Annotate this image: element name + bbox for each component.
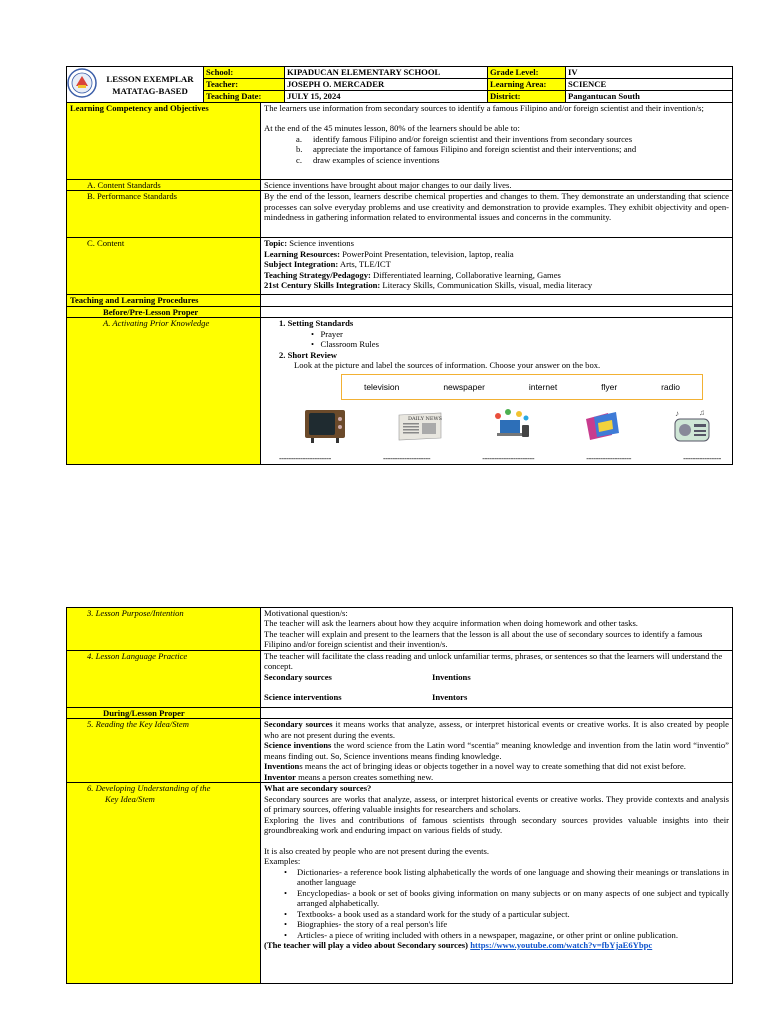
area-value: SCIENCE	[566, 79, 733, 91]
header-title-cell	[67, 67, 204, 103]
key-idea-item: Inventor means a person creates something new.	[264, 771, 434, 782]
list-item: • Classroom Rules	[311, 339, 379, 350]
teacher-label: Teacher:	[204, 79, 285, 91]
choice-newspaper: newspaper	[443, 381, 485, 392]
objective-item: c. draw examples of science inventions	[296, 154, 440, 165]
key-idea-item: Science inventions the word science from the Latin word “scentia” meaning knowledge and invention from the latin word “inventio” means finding out. So, Science inventions means finding knowledge.	[264, 740, 729, 761]
language-text: The teacher will facilitate the class reading and unlock unfamiliar terms, phrases, or sentences so that the learners will understand the concept.	[264, 650, 723, 672]
content-row: Topic: Science inventions	[264, 238, 354, 249]
lesson-page-1	[66, 66, 733, 465]
video-link[interactable]: https://www.youtube.com/watch?v=fbYjaE6Ybpc	[470, 940, 653, 951]
flyer-icon	[582, 409, 622, 445]
content-standards-label: A. Content Standards	[67, 180, 261, 191]
content-row: Learning Resources: PowerPoint Presentation, television, laptop, realia	[264, 248, 514, 259]
radio-icon	[671, 408, 713, 446]
svg-text:♪: ♪	[675, 408, 679, 418]
terms-row: Secondary sources Inventions	[264, 671, 471, 682]
choice-internet: internet	[528, 381, 558, 392]
svg-text:DAILY NEWS: DAILY NEWS	[407, 415, 442, 422]
grade-label: Grade Level:	[488, 67, 566, 79]
title-lesson-exemplar: LESSON EXEMPLAR	[106, 73, 194, 84]
competency-cell	[261, 103, 733, 180]
answer-blank[interactable]: -------------------	[586, 453, 632, 463]
answer-blank[interactable]: ----------------------	[482, 453, 535, 463]
choices-box	[341, 374, 703, 400]
school-label: School:	[204, 67, 285, 79]
before-lesson-heading: Before/Pre-Lesson Proper	[67, 306, 261, 317]
picture-row	[303, 408, 713, 446]
list-item: • Textbooks- a book used as a standard work for the study of a particular subject.	[284, 908, 570, 919]
competency-intro: At the end of the 45 minutes lesson, 80% of the learners should be able to:	[264, 123, 520, 134]
understanding-label: 6. Developing Understanding of the Key Idea/Stem	[67, 783, 261, 984]
key-idea-item: Secondary sources it means works that analyze, assess, or interpret historical events or creative works. It is also created by people who are not present during the events.	[264, 719, 729, 740]
activating-cell	[261, 318, 733, 464]
examples-label: Examples:	[264, 856, 301, 867]
teacher-value: JOSEPH O. MERCADER	[285, 79, 488, 91]
date-value: JULY 15, 2024	[285, 91, 488, 103]
deped-seal-icon	[67, 68, 97, 101]
lesson-table-2	[66, 607, 733, 984]
activating-label: A. Activating Prior Knowledge	[67, 318, 261, 464]
list-item: • Dictionaries- a reference book listing alphabetically the words of one language and showing their meanings or translations in another language	[284, 866, 729, 888]
choice-flyer: flyer	[601, 381, 618, 392]
procedures-heading: Teaching and Learning Procedures	[67, 295, 261, 306]
lesson-page-2	[66, 607, 733, 984]
purpose-cell: Motivational question/s: The teacher will ask the learners about how they acquire information when doing homework and other tasks. The teacher will explain and present to the learners that the lesson is all about the use of secondary sources to identify a famous Filipino and/or foreign scientist and their invention/s.	[261, 608, 733, 651]
answer-blank[interactable]: --------------------	[382, 453, 431, 463]
list-item: • Encyclopedias- a book or set of books giving information on many subjects or on many aspects of one subject and typically arranged alphabetically.	[284, 887, 729, 909]
content-cell	[261, 238, 733, 295]
examples-list	[264, 867, 729, 940]
answer-blank[interactable]: ----------------------	[279, 453, 332, 463]
list-item: • Articles- a piece of writing included with others in a newspaper, magazine, or other print or online publication.	[284, 929, 679, 940]
language-label: 4. Lesson Language Practice	[67, 650, 261, 707]
content-label: C. Content	[67, 238, 261, 295]
video-note-row	[264, 940, 729, 950]
header-table	[66, 66, 733, 103]
setting-standards-title: 1. Setting Standards	[279, 318, 354, 329]
competency-label: Learning Competency and Objectives	[67, 103, 261, 180]
understanding-cell: What are secondary sources? Secondary sources are works that analyze, assess, or interpret historical events or creative works. They provide contexts and analysis of primary sources, offering valuable insights for researchers and scholars. Exploring the lives and contributions of famous scientists through secondary sources provides valuable insights into their groundbreaking work and enduring impact on various fields of study. It is also created by people who are not present during the events. Examples: • Dictionaries- a reference book listing alphabetically the words of one language and showing their meanings or translations in another language • Encyclopedias- a book or set of books giving information on many subjects or on many aspects of one subject and typically arranged alphabetically. • Textbooks- a book used as a standard work for the study of a particular subject. • Biographies- the story of a real person's life • Articles- a piece of writing included with others in a newspaper, magazine, or other print or online publication. (The teacher will play a video about Secondary sources) https://www.youtube.com/watch?v=fbYjaE6Ybpc	[261, 783, 733, 984]
key-idea-label: 5. Reading the Key Idea/Stem	[67, 719, 261, 783]
during-lesson-heading: During/Lesson Proper	[67, 707, 261, 718]
list-item: • Biographies- the story of a real person's life	[284, 919, 448, 930]
purpose-label: 3. Lesson Purpose/Intention	[67, 608, 261, 651]
content-row: Teaching Strategy/Pedagogy: Differentiated learning, Collaborative learning, Games	[264, 269, 561, 280]
answer-blank[interactable]: ----------------	[683, 453, 721, 463]
district-value: Pangantucan South	[566, 91, 733, 103]
language-cell	[261, 650, 733, 707]
competency-text: The learners use information from secondary sources to identify a famous Filipino and/or foreign scientist and their invention/s;	[264, 103, 704, 113]
video-note: (The teacher will play a video about Secondary sources)	[264, 940, 469, 951]
content-row: Subject Integration: Arts, TLE/ICT	[264, 259, 391, 270]
objective-item: b. appreciate the importance of famous Filipino and foreign scientist and their interventions; and	[296, 144, 637, 155]
short-review-title: 2. Short Review	[279, 349, 337, 360]
objective-item: a. identify famous Filipino and/or foreign scientist and their inventions from secondary sources	[296, 133, 633, 144]
key-idea-cell	[261, 719, 733, 783]
performance-standards-text: By the end of the lesson, learners describe chemical properties and changes to them. They demonstrate an understanding that science processes can solve everyday problems and use creativity and demonstration to provide examples. They exhibit objectivity and open-mindedness in gathering information related to environmental issues and concerns in the community.	[261, 191, 733, 238]
content-standards-text: Science inventions have brought about major changes to our daily lives.	[261, 180, 733, 191]
date-label: Teaching Date:	[204, 91, 285, 103]
grade-value: IV	[566, 67, 733, 79]
choice-television: television	[363, 381, 400, 392]
district-label: District:	[488, 91, 566, 103]
newspaper-icon	[397, 411, 443, 443]
terms-row: Science interventions Inventors	[264, 692, 468, 703]
school-value: KIPADUCAN ELEMENTARY SCHOOL	[285, 67, 488, 79]
objective-list	[264, 134, 729, 165]
understanding-question: What are secondary sources?	[264, 783, 372, 794]
key-idea-item: Inventions means the act of bringing ideas or objects together in a novel way to create something that did not exist before.	[264, 761, 686, 772]
internet-icon	[492, 408, 532, 446]
choice-radio: radio	[661, 381, 680, 392]
lesson-table-1	[66, 102, 733, 465]
content-row: 21st Century Skills Integration: Literacy Skills, Communication Skills, visual, media literacy	[264, 280, 593, 291]
tv-icon	[303, 408, 347, 446]
short-review-text: Look at the picture and label the sources of information. Choose your answer on the box.	[294, 360, 601, 371]
list-item: • Prayer	[311, 328, 343, 339]
performance-standards-label: B. Performance Standards	[67, 191, 261, 238]
title-matatag: MATATAG-BASED	[112, 85, 188, 96]
answer-blanks	[279, 454, 721, 464]
area-label: Learning Area:	[488, 79, 566, 91]
svg-text:♫: ♫	[699, 407, 705, 417]
